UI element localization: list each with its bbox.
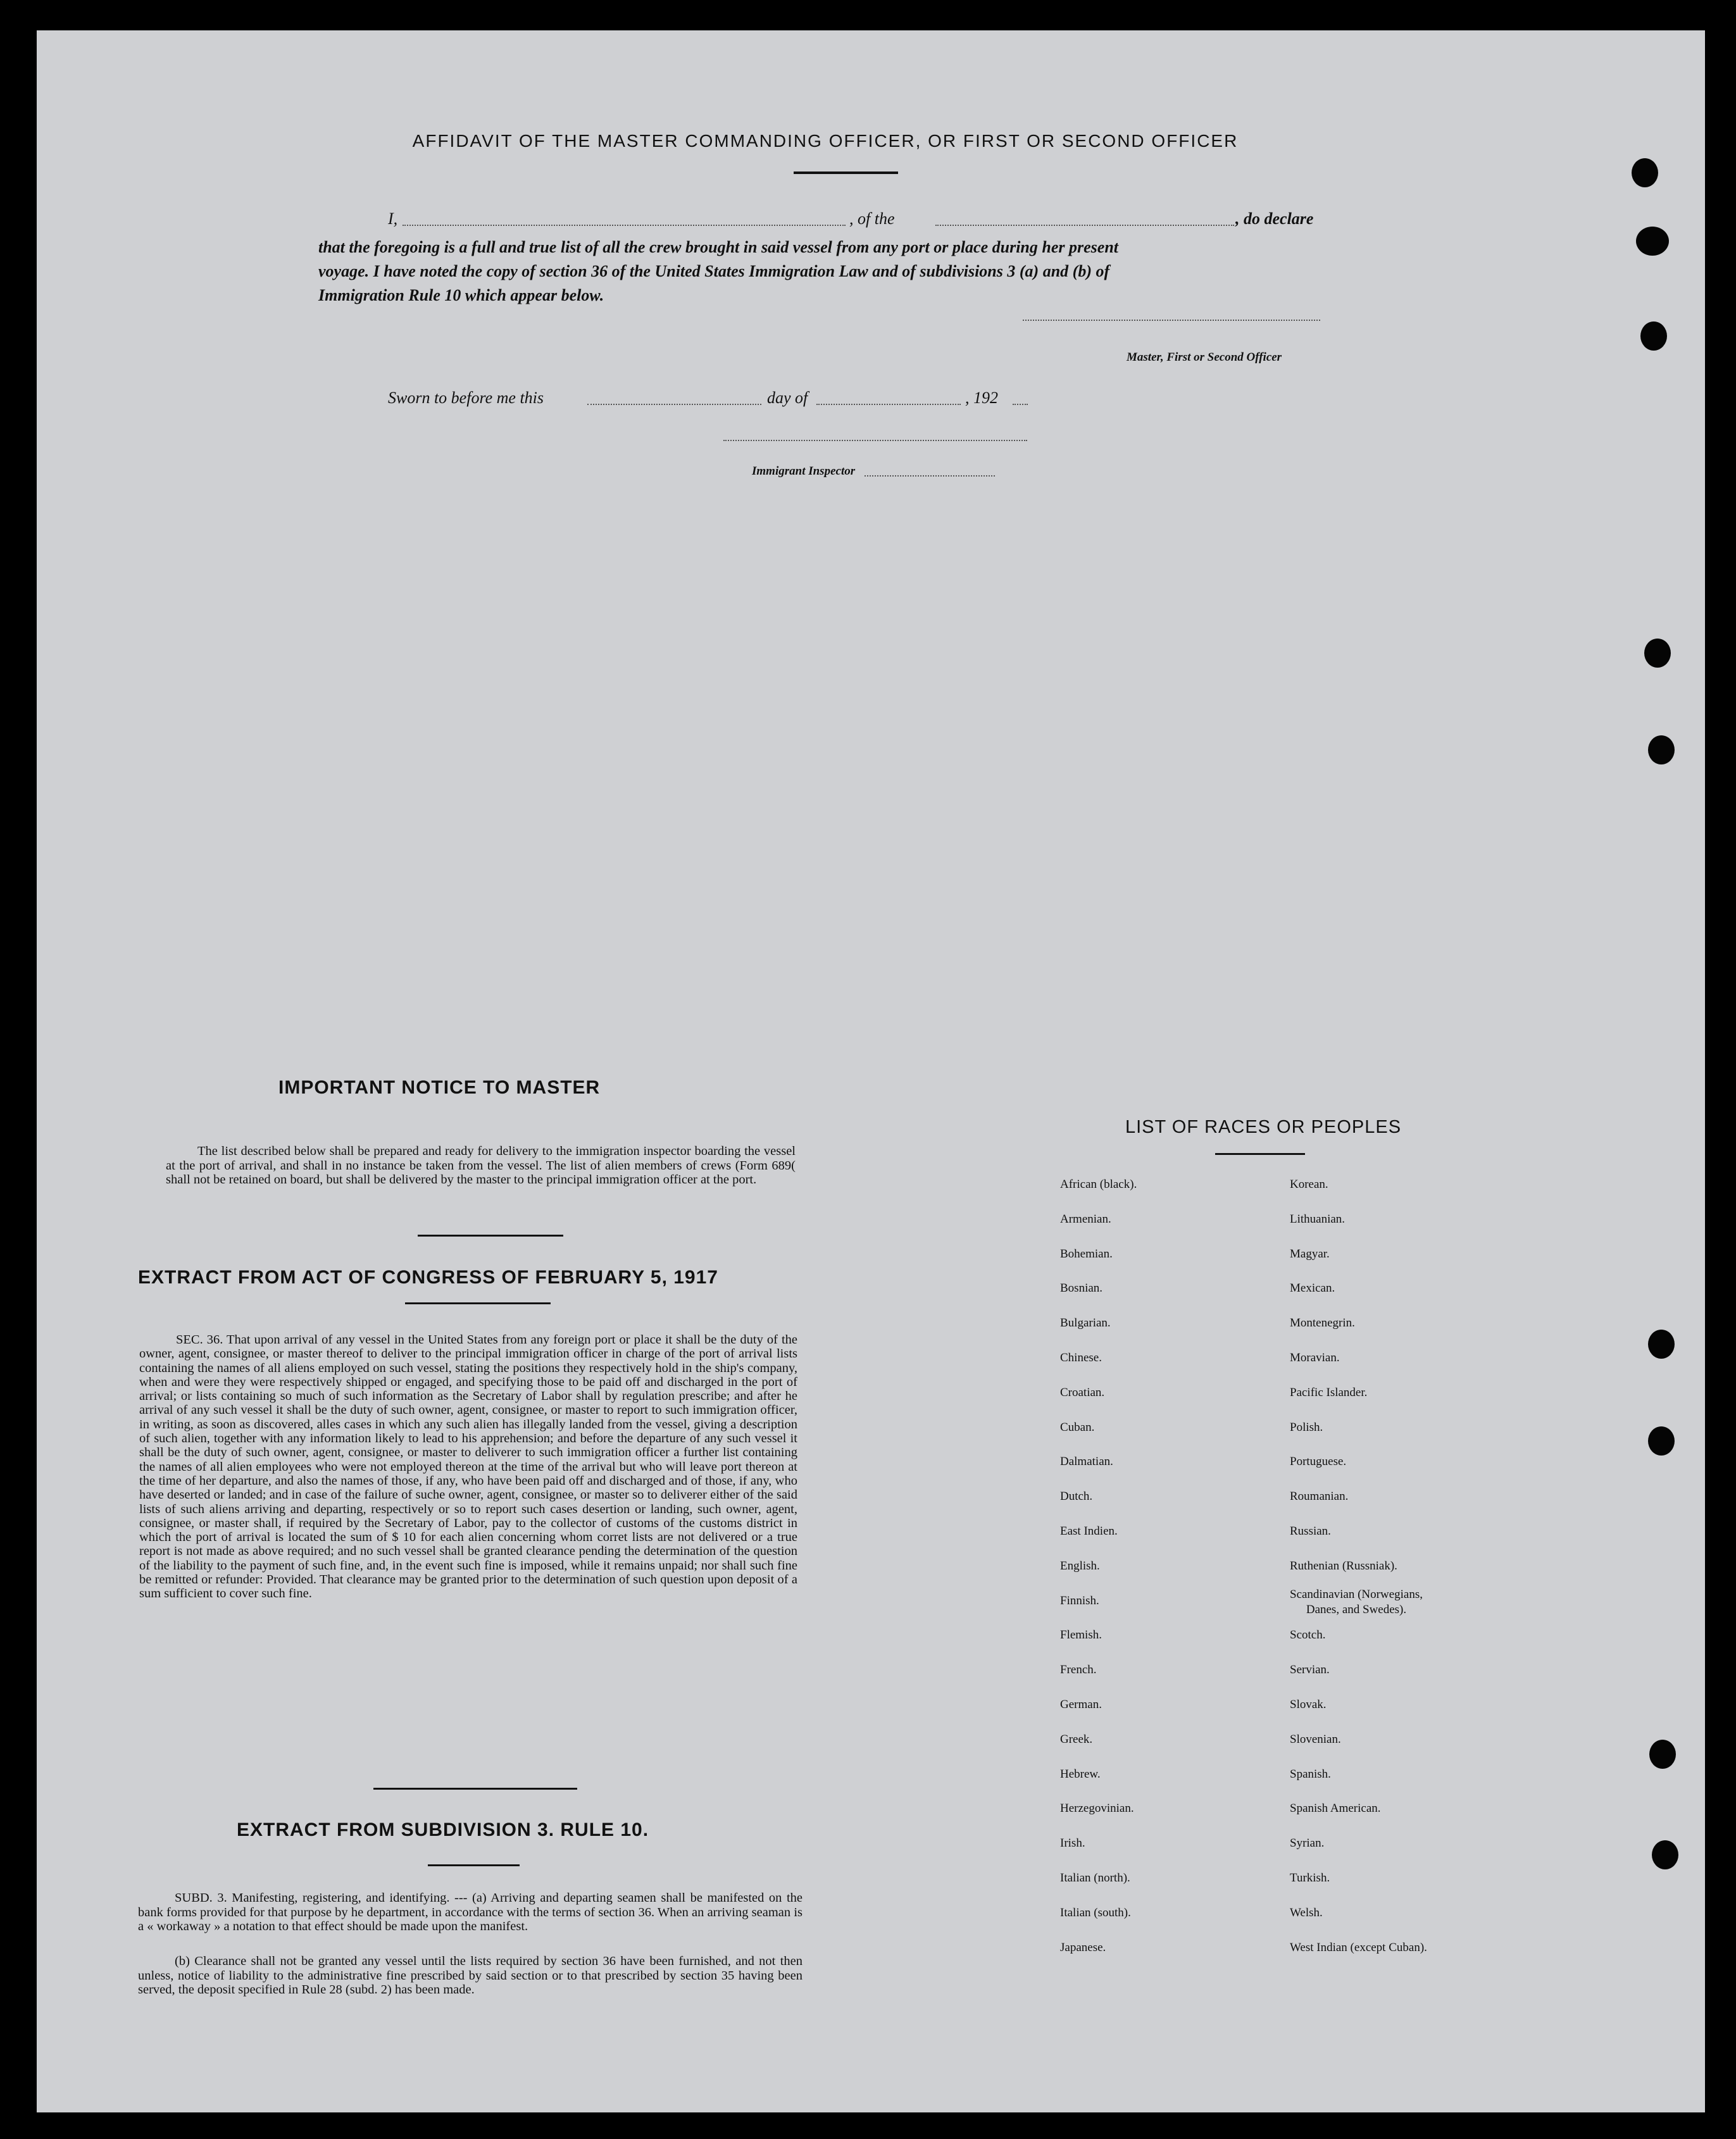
extract-act-end-rule (373, 1788, 577, 1790)
race-item: Welsh. (1290, 1905, 1323, 1919)
master-signature-label: Master, First or Second Officer (1127, 351, 1282, 364)
notice-title: IMPORTANT NOTICE TO MASTER (278, 1077, 601, 1098)
extract-rule-rule (428, 1864, 520, 1866)
affidavit-paragraph-line1: that the foregoing is a full and true list of all the crew brought in said vessel from any port or place during her present (318, 238, 1119, 256)
affidavit-title: AFFIDAVIT OF THE MASTER COMMANDING OFFICER, OR FIRST OR SECOND OFFICER (412, 131, 1239, 151)
punch-hole-6 (1648, 1330, 1675, 1359)
vessel-name-field[interactable] (935, 225, 1234, 226)
race-item: Portuguese. (1290, 1455, 1347, 1469)
race-item: West Indian (except Cuban). (1290, 1940, 1427, 1954)
sworn-day-field[interactable] (587, 404, 761, 405)
extract-rule-para-b: (b) Clearance shall not be granted any vessel until the lists required by section 36 have been furnished, and not then unless, notice of liability to the administrative fine prescribed by said section or to that prescribed by section 35 having been served, the deposit specified in Rule 28 (subd. 2) has been made. (138, 1954, 802, 1997)
affidavit-do-declare: , do declare (1235, 209, 1314, 228)
race-item: Bosnian. (1060, 1282, 1103, 1295)
race-item: Finnish. (1060, 1593, 1099, 1607)
punch-hole-1 (1632, 158, 1658, 187)
punch-hole-5 (1648, 735, 1675, 764)
race-item: Flemish. (1060, 1628, 1102, 1642)
race-item: East Indien. (1060, 1525, 1118, 1538)
race-item: Spanish. (1290, 1767, 1331, 1781)
race-item: Magyar. (1290, 1247, 1330, 1261)
master-signature-field[interactable] (1023, 320, 1320, 321)
punch-hole-7 (1648, 1426, 1675, 1456)
race-item: Moravian. (1290, 1351, 1340, 1364)
race-item: Greek. (1060, 1732, 1093, 1746)
affidavit-paragraph-line3: Immigration Rule 10 which appear below. (318, 286, 604, 304)
year-prefix-label: , 192 (965, 389, 998, 407)
inspector-line-tail (865, 475, 995, 477)
affidavit-title-rule (794, 171, 898, 174)
affidavit-i: I, (388, 209, 398, 228)
inspector-signature-field[interactable] (723, 440, 1027, 441)
race-item: Roumanian. (1290, 1490, 1349, 1504)
race-item: Dutch. (1060, 1490, 1093, 1504)
races-title-rule (1215, 1153, 1305, 1155)
race-item: Herzegovinian. (1060, 1802, 1134, 1816)
extract-rule-para-a: SUBD. 3. Manifesting, registering, and identifying. --- (a) Arriving and departing seamen shall be manifested on the bank forms provided for that purpose by he department, in accordance with the terms of section 36. When an arriving seaman is a « workaway » a notation to that effect should be made upon the manifest. (138, 1891, 802, 1933)
race-item: Hebrew. (1060, 1767, 1101, 1781)
race-item: Irish. (1060, 1837, 1085, 1850)
affidavit-paragraph-line2: voyage. I have noted the copy of section 36 of the United States Immigration Law and of subdivisions 3 (a) and (b) of (318, 262, 1110, 280)
punch-hole-3 (1640, 321, 1667, 351)
day-of-label: day of (767, 389, 808, 407)
sworn-month-field[interactable] (816, 404, 961, 405)
race-item: Montenegrin. (1290, 1316, 1355, 1330)
race-item: Armenian. (1060, 1212, 1111, 1226)
sworn-year-field[interactable] (1013, 404, 1028, 405)
race-item: Scotch. (1290, 1628, 1326, 1642)
race-item: Italian (south). (1060, 1905, 1131, 1919)
race-item: Ruthenian (Russniak). (1290, 1559, 1397, 1573)
race-item: Italian (north). (1060, 1871, 1130, 1885)
race-item: Servian. (1290, 1663, 1330, 1677)
race-item: French. (1060, 1663, 1097, 1677)
race-item: Dalmatian. (1060, 1455, 1113, 1469)
notice-rule (418, 1235, 563, 1237)
race-item: Slovak. (1290, 1698, 1327, 1711)
race-item: Syrian. (1290, 1837, 1325, 1850)
race-item: Bohemian. (1060, 1247, 1113, 1261)
race-item: Croatian. (1060, 1385, 1105, 1399)
race-item: English. (1060, 1559, 1100, 1573)
punch-hole-8 (1649, 1740, 1676, 1769)
race-item: Turkish. (1290, 1871, 1330, 1885)
punch-hole-2 (1636, 227, 1669, 256)
extract-act-rule (405, 1302, 551, 1304)
inspector-label: Immigrant Inspector (752, 465, 856, 478)
punch-hole-4 (1644, 639, 1671, 668)
race-item: Slovenian. (1290, 1732, 1341, 1746)
race-item: Scandinavian (Norwegians, Danes, and Swedes). (1290, 1587, 1423, 1616)
extract-rule-title: EXTRACT FROM SUBDIVISION 3. RULE 10. (237, 1819, 649, 1840)
race-item: Mexican. (1290, 1282, 1335, 1295)
race-item: Cuban. (1060, 1420, 1095, 1434)
race-item: Japanese. (1060, 1940, 1106, 1954)
race-item: Pacific Islander. (1290, 1385, 1368, 1399)
notice-text: The list described below shall be prepared and ready for delivery to the immigration inspector boarding the vessel at the port of arrival, and shall in no instance be taken from the vessel. The list of alien members of crews (Form 689( shall not be retained on board, but shall be delivered by the master to the principal immigration officer at the port. (166, 1144, 796, 1187)
extract-act-text: SEC. 36. That upon arrival of any vessel in the United States from any foreign port or place it shall be the duty of the owner, agent, consignee, or master thereof to deliver to the principal immigration officer in charge of the port of arrival lists containing the names of all aliens employed on such vessel, stating the positions they respectively hold in the ship's company, when and were they were respectively shipped or engaged, and specifying those to be paid off and discharged in the port of arrival; or lists containing so much of such information as the Secretary of Labor shall by regulation prescribe; and after he arrival of any such vessel it shall be the duty of such owner, agent, consignee, or master to report to such immigration officer, in writing, as soon as discovered, alles cases in which any such alien has illegally landed from the vessel, giving a description of such alien, together with any information likely to lead to his apprehension; and before the departure of any such vessel it shall be the duty of such owner, agent, consignee, or master to deliverer to such immigration officer a further list containing the names of all alien employees who were not employed thereon at the time of the arrival but who will leave port thereon at the time of her departure, and also the names of those, if any, who have been paid off and discharged and of those, if any, who have deserted or landed; and in case of the failure of suche owner, agent, consignee, or master so to deliverer either of the said lists of such aliens arriving and departing, respectively or so to report such cases desertion or landing, such owner, agent, consignee, or master shall, if required by the Secretary of Labor, pay to the collector of customs of the customs district in which the port of arrival is located the sum of $ 10 for each alien concerning whom corret lists are not delivered or a true report is not made as above required; and no such vessel shall be granted clearance pending the determination of the question of the liability to the payment of such fine, and, in the event such fine is imposed, while it remains unpaid; nor shall such fine be remitted or refunder: Provided. That clearance may be granted prior to the determination of such question upon deposit of a sum sufficient to cover such fine. (139, 1333, 797, 1601)
race-item: Bulgarian. (1060, 1316, 1111, 1330)
race-item: Polish. (1290, 1420, 1323, 1434)
races-title: LIST OF RACES OR PEOPLES (1125, 1117, 1402, 1137)
race-item: African (black). (1060, 1178, 1137, 1191)
race-item: Spanish American. (1290, 1802, 1381, 1816)
race-item: Lithuanian. (1290, 1212, 1346, 1226)
extract-act-title: EXTRACT FROM ACT OF CONGRESS OF FEBRUARY 5, 1917 (138, 1267, 718, 1288)
race-item: Russian. (1290, 1525, 1331, 1538)
race-item: Chinese. (1060, 1351, 1102, 1364)
affidavit-of-the: , of the (849, 209, 895, 228)
punch-hole-9 (1652, 1840, 1678, 1869)
race-item: Korean. (1290, 1178, 1328, 1191)
affiant-name-field[interactable] (403, 225, 846, 226)
race-item: German. (1060, 1698, 1102, 1711)
document-sheet (37, 30, 1705, 2112)
sworn-to-label: Sworn to before me this (388, 389, 544, 407)
